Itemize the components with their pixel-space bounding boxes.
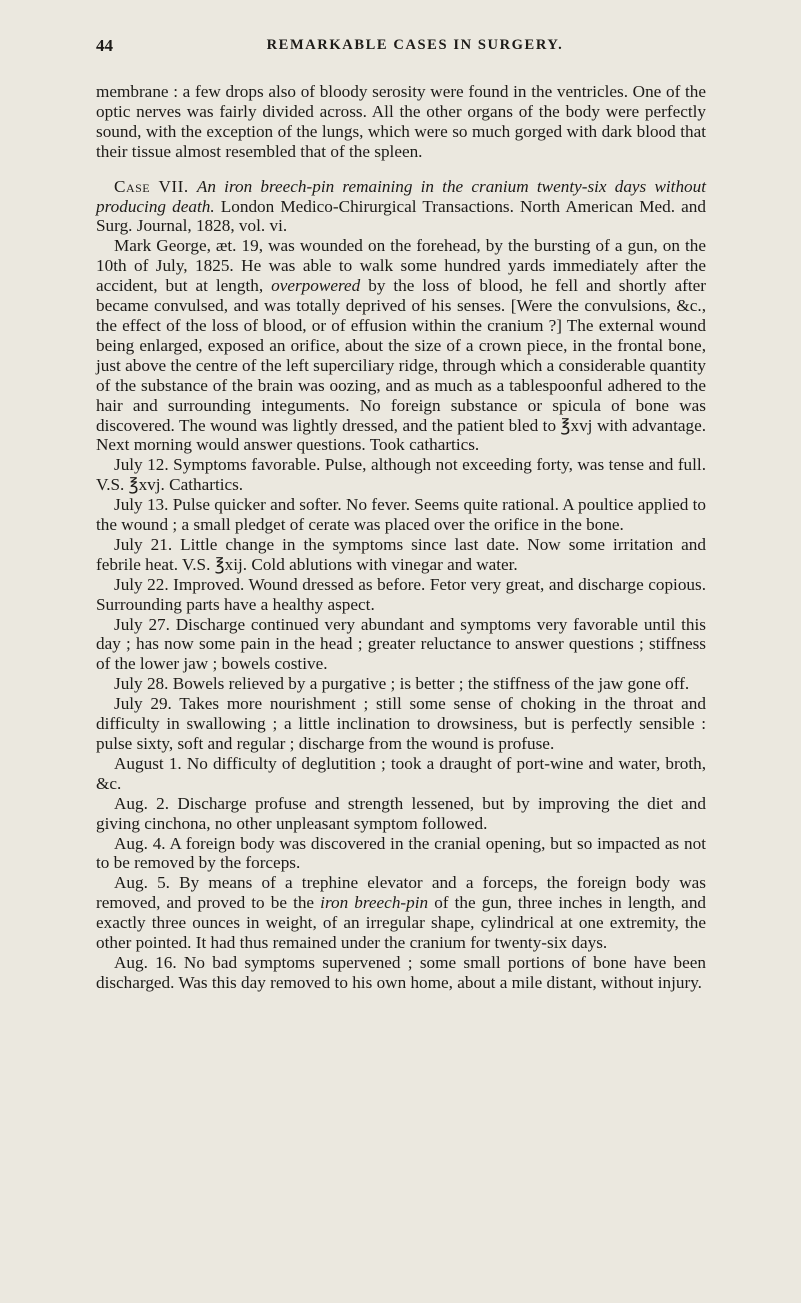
entry-july-29: July 29. Takes more nourishment ; still some sense of choking in the throat and difficulty in swallowing ; a little inclination to drowsiness, but is perfectly sensible : pulse sixty, soft and regular ; discharge from the wound is profuse. <box>96 694 706 753</box>
entry-aug-2: Aug. 2. Discharge profuse and strength lessened, but by improving the diet and giving cinchona, no other unpleasant symptom followed. <box>96 793 706 833</box>
narrative-text: by the loss of blood, he fell and shortly after became convulsed, and was totally deprived of his senses. [Were the convulsions, &c., the effect of the loss of blood, or of effusion within the cranium ?] The external wound being enlarged, exposed an orifice, about the size of a crown piece, in the frontal bone, just above the centre of the left superciliary ridge, through which a considerable quantity of the substance of the brain was oozing, and as much as a tablespoonful adhered to the hair and surrounding integuments. No foreign substance or spicula of bone was discovered. The wound was lightly dressed, and the patient bled to ℥xvj with advantage. Next morning would answer questions. Took cathartics. <box>96 276 706 455</box>
entry-july-28: July 28. Bowels relieved by a purgative ; is better ; the stiffness of the jaw gone off. <box>114 674 690 694</box>
page-header <box>96 36 706 60</box>
case-number: Case VII. <box>114 176 189 196</box>
case-title: An iron breech-pin remaining in the cranium twenty-six days without producing death. <box>96 176 707 216</box>
entry-july-13: July 13. Pulse quicker and softer. No fever. Seems quite rational. A poultice applied to the wound ; a small pledget of cerate was placed over the orifice in the bone. <box>96 495 706 535</box>
intro-paragraph: membrane : a few drops also of bloody serosity were found in the ventricles. One of the optic nerves was fairly divided across. All the other organs of the body were perfectly sound, with the exception of the lungs, which were so much gorged with dark blood that their tissue almost resembled that of the spleen. <box>96 82 706 161</box>
entry-july-27: July 27. Discharge continued very abundant and symptoms very favorable until this day ; has now some pain in the head ; greater reluctance to answer questions ; stiffness of the lower jaw ; bowels costive. <box>96 614 706 674</box>
narrative-text: Aug. 5. By means of a trephine elevator and a forceps, the foreign body was removed, and proved to be the <box>96 873 706 913</box>
body-text <box>96 82 706 993</box>
narrative-paragraph-1 <box>96 236 706 455</box>
case-source: London Medico-Chirurgical Transactions. North American Med. and Surg. Journal, 1828, vol. vi. <box>96 196 706 236</box>
entry-aug-4: Aug. 4. A foreign body was discovered in the cranial opening, but so impacted as not to be removed by the forceps. <box>96 833 706 873</box>
entry-july-22: July 22. Improved. Wound dressed as before. Fetor very great, and discharge copious. Surrounding parts have a healthy aspect. <box>96 574 706 614</box>
entry-august-1: August 1. No difficulty of deglutition ; took a draught of port-wine and water, broth, &c. <box>96 753 706 793</box>
entry-july-21: July 21. Little change in the symptoms since last date. Now some irritation and febrile heat. V.S. ℥xij. Cold ablutions with vinegar and water. <box>96 534 706 574</box>
entry-aug-16: Aug. 16. No bad symptoms supervened ; some small portions of bone have been discharged. Was this day removed to his own home, about a mile distant, without injury. <box>96 952 706 992</box>
narrative-text: Mark George, æt. 19, was wounded on the forehead, by the bursting of a gun, on the 10th of July, 1825. He was able to walk some hundred yards immediately after the accident, but at length, <box>96 236 706 296</box>
page-number: 44 <box>96 36 113 55</box>
entry-july-12: July 12. Symptoms favorable. Pulse, although not exceeding forty, was tense and full. V.S. ℥xvj. Cathartics. <box>96 455 706 495</box>
narrative-emphasis: iron breech-pin <box>320 893 429 913</box>
running-title: REMARKABLE CASES IN SURGERY. <box>266 37 564 53</box>
case-heading-paragraph <box>96 177 706 237</box>
entry-aug-5 <box>96 873 706 953</box>
narrative-text: of the gun, three inches in length, and exactly three ounces in weight, of an irregular shape, cylindrical at one extremity, the other pointed. It had thus remained under the cranium for twenty-six days. <box>96 893 707 953</box>
narrative-emphasis: overpowered <box>271 276 361 296</box>
